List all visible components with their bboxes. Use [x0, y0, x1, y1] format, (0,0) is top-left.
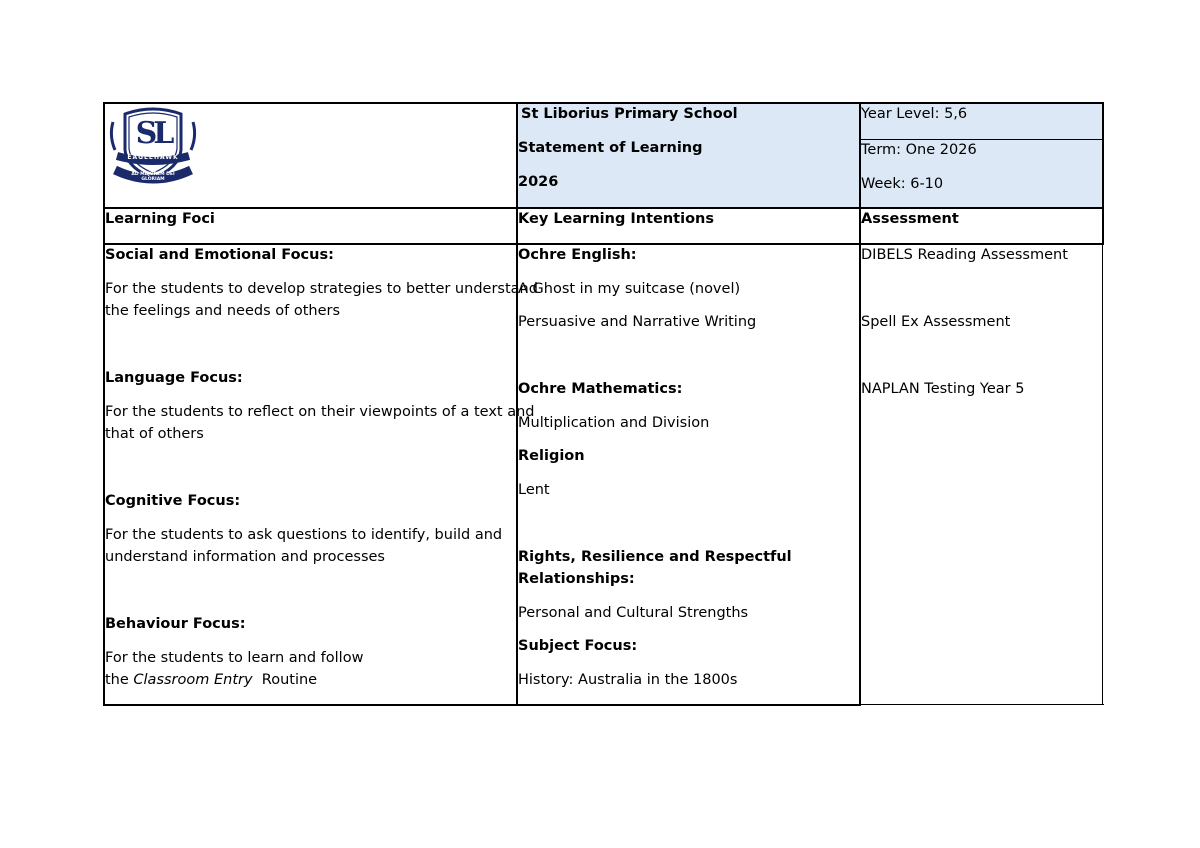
logo-motto: AD MAJOREM DEI GLORIAM	[131, 172, 175, 182]
behaviour-focus-line-2-pre: the	[105, 672, 134, 688]
week: Week: 6-10	[861, 176, 944, 192]
cognitive-focus-title: Cognitive Focus:	[105, 493, 241, 509]
ochre-mathematics-item-1: Multiplication and Division	[518, 415, 710, 431]
table-bottom-border	[103, 704, 861, 706]
assessment-item-2: Spell Ex Assessment	[861, 314, 1011, 330]
rights-resilience-item-1: Personal and Cultural Strengths	[518, 605, 749, 621]
rights-resilience-title-line-2: Relationships:	[518, 571, 635, 587]
table-right-border	[1102, 243, 1103, 705]
cognitive-focus-line-2: understand information and processes	[105, 549, 385, 565]
school-logo	[107, 106, 199, 188]
social-emotional-focus-line-1: For the students to develop strategies to better understand	[105, 281, 538, 297]
ochre-english-item-1: A Ghost in my suitcase (novel)	[518, 281, 741, 297]
classroom-entry-routine-name: Classroom Entry	[133, 672, 253, 688]
column-header-key-learning-intentions: Key Learning Intentions	[518, 211, 714, 227]
document-title: Statement of Learning	[518, 140, 703, 156]
behaviour-focus-line-1: For the students to learn and follow	[105, 650, 364, 666]
language-focus-title: Language Focus:	[105, 370, 243, 386]
religion-title: Religion	[518, 448, 585, 464]
language-focus-line-2: that of others	[105, 426, 204, 442]
assessment-bottom-border	[861, 704, 1104, 705]
subject-focus-title: Subject Focus:	[518, 638, 638, 654]
subject-focus-item-1: History: Australia in the 1800s	[518, 672, 738, 688]
year-level: Year Level: 5,6	[861, 106, 968, 122]
ochre-mathematics-title: Ochre Mathematics:	[518, 381, 683, 397]
ochre-english-item-2: Persuasive and Narrative Writing	[518, 314, 757, 330]
assessment-item-3: NAPLAN Testing Year 5	[861, 381, 1025, 397]
assessment-item-1: DIBELS Reading Assessment	[861, 247, 1068, 263]
school-name: St Liborius Primary School	[521, 106, 738, 122]
religion-item-1: Lent	[518, 482, 550, 498]
behaviour-focus-title: Behaviour Focus:	[105, 616, 246, 632]
logo-monogram: SL	[135, 116, 171, 151]
column-header-assessment: Assessment	[861, 211, 959, 227]
behaviour-focus-line-2	[105, 669, 317, 691]
behaviour-focus-line-2-post: Routine	[252, 672, 318, 688]
document-year: 2026	[518, 174, 559, 190]
column-header-learning-foci: Learning Foci	[105, 211, 215, 227]
ochre-english-title: Ochre English:	[518, 247, 637, 263]
language-focus-line-1: For the students to reflect on their viewpoints of a text and	[105, 404, 535, 420]
social-emotional-focus-title: Social and Emotional Focus:	[105, 247, 334, 263]
social-emotional-focus-line-2: the feelings and needs of others	[105, 303, 341, 319]
table-right-border-header	[1102, 102, 1104, 245]
rights-resilience-title-line-1: Rights, Resilience and Respectful	[518, 549, 792, 565]
term: Term: One 2026	[861, 142, 977, 158]
cognitive-focus-line-1: For the students to ask questions to identify, build and	[105, 527, 503, 543]
logo-banner: EAGLEHAWK	[127, 154, 179, 161]
